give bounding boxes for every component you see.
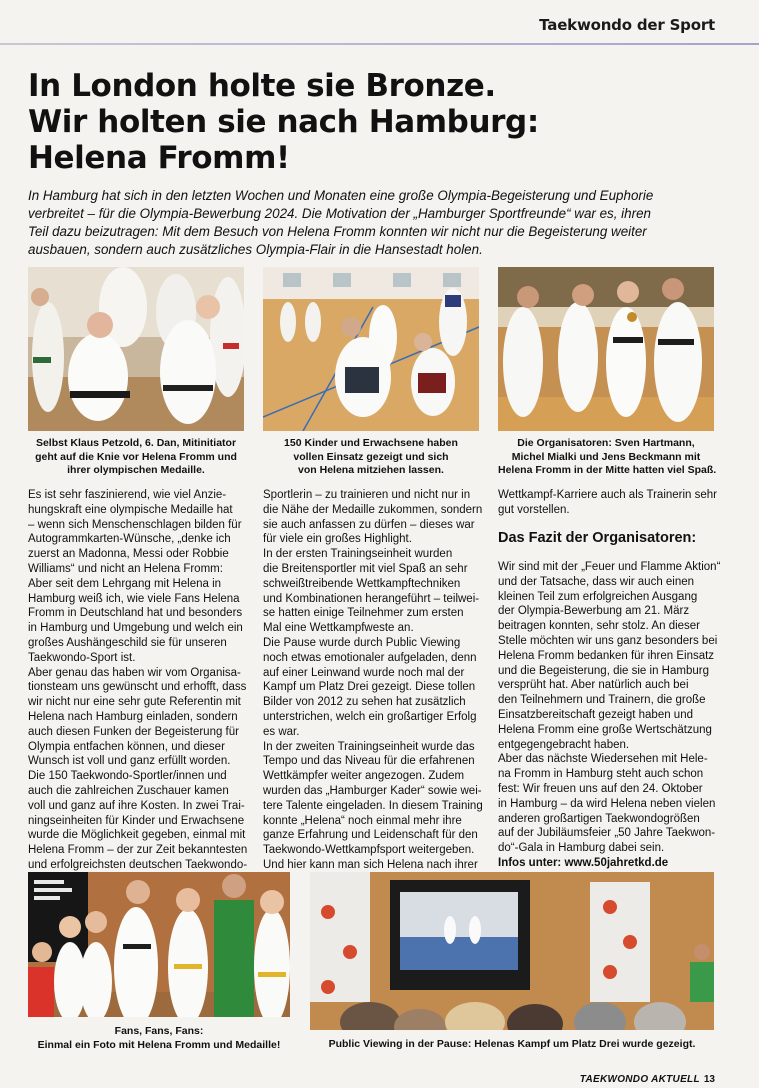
body-line: Taekwondo-Sport ist.: [28, 651, 136, 664]
subheading-fazit: Das Fazit der Organisatoren:: [498, 530, 697, 546]
body-line: Helena Fromm bedanken für ihren Einsatz: [498, 649, 715, 662]
caption-line: Michel Mialki und Jens Beckmann mit: [511, 450, 701, 463]
body-line: Tempo und das Niveau für die erfahrenen: [263, 755, 475, 768]
body-line: in Hamburg – da wird Helena neben vielen: [498, 797, 716, 810]
caption-photo2: [263, 437, 479, 478]
intro-line: Teil dazu beizutragen: Mit dem Besuch von Helena Fromm konnten wir nicht nur die Begeisterung weiter: [28, 224, 647, 239]
body-line: Stelle möchten wir uns ganz besonders bei: [498, 634, 718, 647]
body-line: versprüht hat. Aber natürlich auch bei: [498, 679, 689, 692]
section-label: Taekwondo der Sport: [539, 16, 715, 34]
body-line: do“-Gala in Hamburg dabei sein.: [498, 842, 665, 855]
body-line: ganze Erfahrung und Leidenschaft für den: [263, 829, 478, 842]
body-column-3-bottom: [498, 560, 721, 871]
body-line: den Teilnehmern und Trainern, die große: [498, 694, 706, 707]
body-line: Helena Fromm eine große Wertschätzung: [498, 723, 712, 736]
body-line: wir nicht nur eine sehr gute Referentin mit: [28, 696, 241, 709]
body-line: in Hamburg und Umgebung und welch ein: [28, 622, 243, 635]
body-line: Autogrammkarten-Wünsche, „denke ich: [28, 533, 231, 546]
body-line: ningseinheiten für Kinder und Erwachsene: [28, 814, 245, 827]
body-line: auf einer Leinwand wurde noch mal der: [263, 666, 465, 679]
body-line: In der ersten Trainingseinheit wurden: [263, 548, 453, 561]
body-line: anderen großartigen Taekwondogrößen: [498, 812, 700, 825]
body-line: Es ist sehr faszinierend, wie viel Anzie-: [28, 489, 227, 501]
body-line: und erfolgreichsten deutschen Taekwondo-: [28, 858, 248, 871]
body-line: Wunsch ist voll und ganz erfüllt worden.: [28, 755, 231, 768]
intro-line: In Hamburg hat sich in den letzten Wochen und Monaten eine große Olympia-Begeisterung und Euphorie: [28, 188, 654, 203]
body-line: Die Pause wurde durch Public Viewing: [263, 636, 461, 649]
photo-public-viewing: [310, 872, 714, 1030]
body-line: sie auch anfassen zu dürfen – dieses war: [263, 518, 475, 531]
body-line: es war.: [263, 725, 300, 738]
photo-organizers-image: [498, 267, 714, 431]
caption-photo1: [28, 437, 244, 478]
body-line: und der Tatsache, dass wir auch einen: [498, 575, 695, 588]
page-number: 13: [703, 1074, 715, 1085]
photo-fans: [28, 872, 290, 1017]
body-line: Kampf um Platz Drei gezeigt. Diese tollen: [263, 681, 476, 694]
body-line: Olympia entfachen können, und dieser: [28, 740, 225, 753]
intro-line: ausbauen, sondern auch zusätzliches Olympia-Flair in die Hansestadt holen.: [28, 242, 483, 257]
caption-photo4: [28, 1025, 290, 1052]
caption-line: Fans, Fans, Fans:: [114, 1025, 204, 1037]
body-line: unterstrichen, welch ein großartiger Erfolg: [263, 710, 477, 723]
caption-photo5: [310, 1038, 714, 1052]
body-line: auch die zahlreichen Zuschauer kamen: [28, 784, 229, 797]
caption-photo3: [498, 437, 717, 478]
body-line: na Fromm in Hamburg steht auch schon: [498, 768, 704, 781]
body-line: hungskraft eine olympische Medaille hat: [28, 503, 233, 516]
info-link[interactable]: Infos unter: www.50jahretkd.de: [498, 856, 669, 869]
body-line: Taekwondo-Wettkampfsport weitergeben.: [263, 844, 475, 857]
body-line: schweißtreibende Wettkampftechniken: [263, 577, 461, 590]
body-line: – wenn sich Menschenschlagen bilden für: [28, 518, 242, 531]
body-line: auch diesen Funken der Begeisterung für: [28, 725, 239, 738]
body-line: se hatten einige Teilnehmer zum ersten: [263, 607, 464, 620]
caption-line: Helena Fromm in der Mitte hatten viel Spaß.: [498, 464, 717, 476]
body-line: Aber genau das haben wir vom Organisa-: [28, 666, 241, 679]
photo-training-gym: [263, 267, 479, 431]
photo-kneeling-medal: [28, 267, 244, 431]
caption-line: Selbst Klaus Petzold, 6. Dan, Mitinitiator: [35, 437, 237, 449]
body-line: In der zweiten Trainingseinheit wurde das: [263, 740, 475, 753]
photo-kneeling-medal-image: [28, 267, 244, 431]
body-line: konnte „Helena“ noch einmal mehr ihre: [263, 814, 462, 827]
body-line: wurde die Möglichkeit gegeben, einmal mit: [28, 829, 246, 842]
photo-organizers: [498, 267, 714, 431]
body-line: und Kombinationen herangeführt – teilwei-: [263, 592, 480, 605]
body-column-1: [28, 488, 248, 873]
body-column-2: [263, 488, 483, 873]
caption-line: von Helena mitziehen lassen.: [298, 464, 444, 476]
magazine-name: TAEKWONDO AKTUELL: [579, 1074, 700, 1085]
body-line: Die 150 Taekwondo-Sportler/innen und: [28, 770, 227, 783]
body-line: fest: Wir freuen uns auf den 24. Oktober: [498, 782, 703, 795]
body-line: Helena nach Hamburg einladen, sondern: [28, 710, 238, 723]
body-line: entgegengebracht haben.: [498, 738, 630, 751]
headline-line: Helena Fromm!: [28, 140, 290, 176]
body-line: Wettkampf-Karriere auch als Trainerin sehr: [498, 489, 718, 501]
photo-public-viewing-image: [310, 872, 714, 1030]
body-line: für viele ein großes Highlight.: [263, 533, 412, 546]
body-line: zuerst an Madonna, Messi oder Robbie: [28, 548, 229, 561]
body-line: die Breitensportler mit viel Spaß an sehr: [263, 562, 468, 575]
body-line: und die Begeisterung, die sie in Hamburg: [498, 664, 709, 677]
body-line: voll und ganz auf ihre Kosten. In zwei Trai-: [28, 799, 245, 812]
headline-line: Wir holten sie nach Hamburg:: [28, 104, 539, 140]
caption-line: Die Organisatoren: Sven Hartmann,: [517, 437, 695, 449]
body-line: Einsatzbereitschaft gezeigt haben und: [498, 708, 693, 721]
caption-line: geht auf die Knie vor Helena Fromm und: [35, 450, 237, 463]
body-line: Hamburg weiß ich, wie viele Fans Helena: [28, 592, 240, 605]
body-line: tere Talente eingeladen. In diesem Training: [263, 799, 483, 812]
body-line: großes Aushängeschild sie für unseren: [28, 636, 227, 649]
body-line: Und hier kann man sich Helena nach ihrer: [263, 858, 478, 871]
headline: [28, 68, 728, 176]
body-line: auf der Jubiläumsfeier „50 Jahre Taekwon-: [498, 827, 716, 840]
body-line: tionsteam uns gewünscht und erhofft, dass: [28, 681, 247, 694]
top-rule: [0, 43, 759, 45]
body-line: Aber seit dem Lehrgang mit Helena in: [28, 577, 222, 590]
body-line: Wir sind mit der „Feuer und Flamme Aktion“: [498, 561, 721, 573]
body-line: gut vorstellen.: [498, 503, 570, 516]
page-footer: [580, 1074, 715, 1085]
body-line: noch etwas emotionaler aufgeladen, denn: [263, 651, 477, 664]
body-line: wurden das „Hamburger Kader“ sowie wei-: [263, 784, 482, 797]
body-line: Wettkämpfer weiter angezogen. Zudem: [263, 770, 465, 783]
photo-training-gym-image: [263, 267, 479, 431]
body-line: Aber das nächste Wiedersehen mit Hele-: [498, 753, 708, 766]
body-line: Bilder von 2012 zu sehen hat zusätzlich: [263, 696, 466, 709]
body-line: Sportlerin – zu trainieren und nicht nur in: [263, 489, 471, 501]
caption-line: Public Viewing in der Pause: Helenas Kampf um Platz Drei wurde gezeigt.: [328, 1038, 696, 1050]
body-line: kleinen Teil zum erfolgreichen Ausgang: [498, 590, 698, 603]
body-line: der Olympia-Bewerbung am 21. März: [498, 605, 690, 618]
intro-paragraph: [28, 187, 728, 259]
body-line: die Nähe der Medaille zukommen, sondern: [263, 503, 483, 516]
body-line: Helena Fromm – der zur Zeit bekanntesten: [28, 844, 248, 857]
body-line: Mal eine Wettkampfweste an.: [263, 622, 414, 635]
intro-line: verbreitet – für die Olympia-Bewerbung 2024. Die Motivation der „Hamburger Sportfreunde“ war es, ihren: [28, 206, 651, 221]
caption-line: 150 Kinder und Erwachsene haben: [284, 437, 458, 449]
body-line: Fromm in Deutschland hat und besonders: [28, 607, 243, 620]
photo-fans-image: [28, 872, 290, 1017]
caption-line: ihrer olympischen Medaille.: [67, 464, 205, 476]
headline-line: In London holte sie Bronze.: [28, 68, 496, 104]
caption-line: Einmal ein Foto mit Helena Fromm und Medaille!: [37, 1038, 281, 1051]
body-line: beitragen konnten, sehr stolz. An dieser: [498, 620, 701, 633]
caption-line: vollen Einsatz gezeigt und sich: [293, 450, 449, 463]
body-line: Williams“ und nicht an Helena Fromm:: [28, 562, 223, 575]
body-column-3-top: [498, 488, 718, 518]
